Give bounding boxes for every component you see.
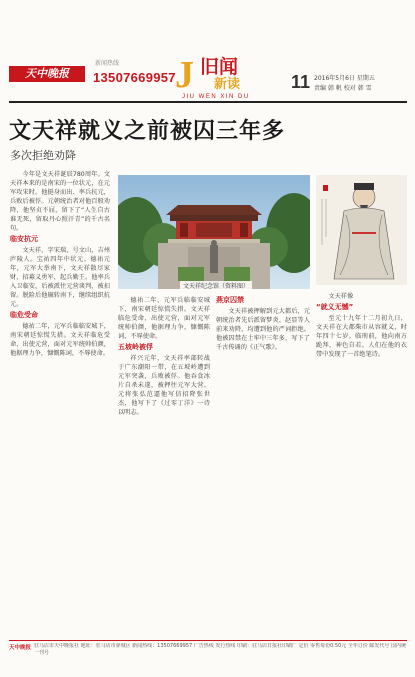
lead-paragraph: 今年是文天祥诞辰780周年。文天祥本来的是南宋的一位状元，在元军攻宋时，他挺身而出、率兵抗元，兵败后被俘。元朝统治者对他百般劝降，他坚贞不屈，留下了“人生自古谁无死，留取丹心照汗青”的千古名句。 — [10, 171, 110, 232]
column-title: 旧闻 — [200, 56, 239, 78]
section-heading: 临危受命 — [10, 311, 38, 319]
body-paragraph: 文天祥被押解到元大都后，元朝统治者先后派留梦炎、赵显等人前来劝降，均遭到他的严词拒绝。他被囚禁在土牢中三年多，写下了千古传诵的《正气歌》。 — [216, 308, 310, 351]
photo-caption: 文天祥纪念馆（资料图） — [180, 281, 252, 290]
footer-rule — [9, 640, 407, 641]
portrait-painting — [316, 175, 407, 285]
portrait-caption: 文天祥像 — [328, 293, 354, 300]
section-heading: “就义无憾” — [316, 303, 354, 311]
masthead — [0, 0, 415, 100]
footer-imprint: 驻马店市天中晚报社 地址：驻马店市驿城区 新闻热线：13507669957 广告热线 发行热线 印刷：驻马店日报社印刷厂 定价 零售每份0.50元 全年订价 邮发代号 国内统一刊号 — [34, 643, 407, 656]
editors-credit: 责编 韩 帆 校对 韩 雪 — [314, 85, 372, 92]
memorial-photo — [118, 175, 310, 289]
subheadline: 多次拒绝劝降 — [10, 149, 76, 162]
issue-date: 2016年5月6日 星期五 — [314, 75, 375, 82]
portrait-image — [316, 175, 407, 285]
article-column-1 — [10, 170, 110, 638]
body-paragraph: 至元十九年十二月初九日，文天祥在大都柴市从容就义，时年四十七岁。临刑前，他向南方跪拜，神色自若。人们在他的衣带中发现了一首绝笔诗。 — [316, 315, 407, 358]
hotline-number: 13507669957 — [93, 70, 176, 85]
column-subtitle: 新读 — [214, 77, 241, 92]
hotline-label: 新闻热线 — [95, 60, 120, 67]
page-number: 11 — [291, 72, 311, 92]
section-heading: 燕京囚禁 — [216, 296, 244, 304]
section-heading: 五坡岭被俘 — [118, 343, 153, 351]
body-paragraph: 文天祥，字宋瑞，号文山，吉州庐陵人。宝祐四年中状元。德祐元年，元军大举南下，文天祥散尽家财，招募义勇军，起兵勤王。他率兵入卫临安，后被派往元营谈判，被扣留。脱险后他辗转南下，继续组织抗元。 — [10, 247, 110, 308]
headline: 文天祥就义之前被囚三年多 — [9, 118, 286, 144]
column-pinyin: JIU WEN XIN DU — [182, 94, 250, 100]
body-paragraph: 德祐二年，元军兵临临安城下，南宋朝廷惊慌失措。文天祥临危受命，出使元营，面对元军统帅伯颜，他据理力争，慷慨陈词，不辱使命。 — [10, 323, 110, 357]
article-column-3 — [216, 296, 310, 638]
section-heading: 临安抗元 — [10, 235, 38, 243]
column-letter: J — [175, 54, 194, 96]
memorial-photo-image — [118, 175, 310, 289]
paper-logo: 天中晚报 — [9, 66, 85, 82]
article-column-4 — [316, 292, 407, 638]
body-paragraph: 祥兴元年，文天祥率部转战于广东潮阳一带，在五坡岭遭到元军突袭，兵败被俘。他吞食冰片自杀未遂，被押往元军大营。元将张弘范逼他写信招降张世杰，他写下了《过零丁洋》一诗以明志。 — [118, 355, 210, 416]
article-column-2 — [118, 296, 210, 638]
header-rule — [9, 101, 407, 103]
body-paragraph: 德祐二年，元军兵临临安城下，南宋朝廷惊慌失措。文天祥临危受命，出使元营，面对元军统帅伯颜，他据理力争，慷慨陈词，不辱使命。 — [118, 297, 210, 340]
footer-label: 天中晚报 — [9, 645, 32, 651]
